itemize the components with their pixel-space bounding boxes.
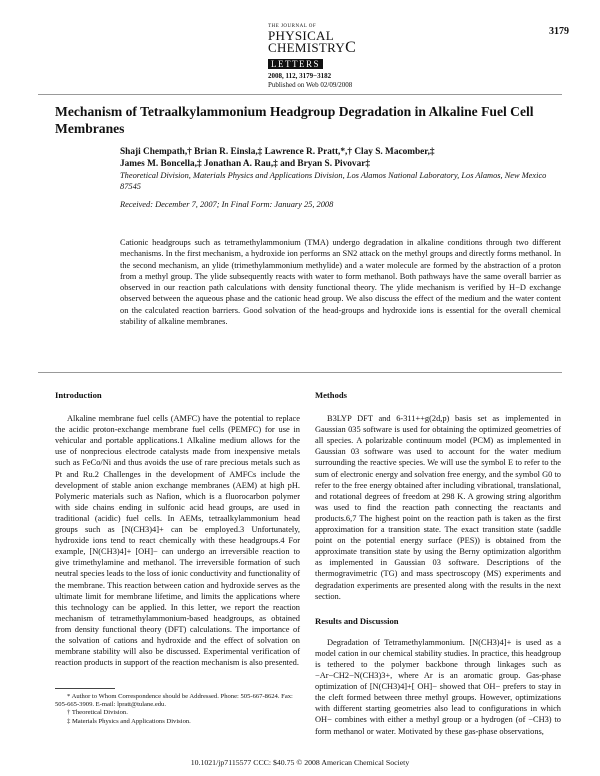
page-footer: 10.1021/jp7115577 CCC: $40.75 © 2008 American Chemical Society [190, 758, 410, 767]
logo-line1: THE JOURNAL OF [268, 24, 317, 29]
footnote-corresponding: * Author to Whom Correspondence should be Addressed. Phone: 505-667-8624. Fax: 505-665-3909. E-mail: lpratt@tulane.edu. [55, 693, 293, 709]
results-text: Degradation of Tetramethylammonium. [N(CH3)4]+ is used as a model cation in our chemical stability studies. In practice, this headgroup is tethered to the polymer backbone through linkages such as −Ar−CH2−N(CH3)3+, where Ar is an aromatic group. Gas-phase optimization of [N(CH3)4]+[ OH]− showed that OH− prefers to stay in the cleft formed between three methyl groups. However, optimizations with different starting geometries also lead to configurations in which OH− combines with either a methyl group or a hydrogen (of −CH3) to form methanol or water. Motivated by these gas-phase observations, [315, 637, 561, 736]
abstract: Cationic headgroups such as tetramethylammonium (TMA) undergo degradation in alkaline conditions through two different mechanisms. In the first mechanism, a hydroxide ion performs an SN2 attack on the methyl groups and directly forms methanol. In the second mechanism, an ylide (trimethylammonium methylide) and a water molecule are formed by the abstraction of a proton from a methyl group. The ylide subsequently reacts with water to form methanol. Both pathways have the same overall barrier as observed in our reaction path calculations with density functional theory. The ylide mechanism is verified by H−D exchange observed between the aqueous phase and the cationic head group. We also discuss the effect of the medium and the water content on the calculated reaction barriers. Good solvation of the head-groups and hydroxide ions is essential for the overall chemical stability of alkaline membranes. [120, 238, 561, 327]
journal-logo [268, 24, 358, 70]
footnote-rule [55, 688, 115, 689]
intro-heading: Introduction [55, 390, 102, 400]
intro-text: Alkaline membrane fuel cells (AMFC) have the potential to replace the acidic proton-exchange membrane fuel cells (PEMFC) for use in vehicular and portable applications.1 Alkaline medium allows for the use of nonprecious electrode catalysts made from inexpensive metals such as FeCo/Ni and thus avoids the use of rare precious metals such as Pt and Ru.2 Challenges in the development of AMFCs include the development of stable anion exchange membranes (AEM) at high pH. Polymeric materials such as Nafion, which is a fluorocarbon polymer with side chains ending in sulfonic acid head groups, are used in traditional (acidic) fuel cells. In AEMs, tetraalkylammonium head groups such as [N(CH3)4]+ can be employed.3 Unfortunately, hydroxide ions tend to react chemically with these headgroups.4 For example, [N(CH3)4]+ [OH]− can undergo an irreversible reaction to give trimethylamine and methanol. The irreversible formation of such neutral species leads to the loss of ionic conductivity and functionality of the membrane. This reaction between cation and hydroxide serves as the ultimate limit for membrane lifetime, and limits the applications where this technology can be applied. In this letter, we report the reaction mechanism of tetramethylammonium-based headgroups, as obtained from density functional theory (DFT) calculations. The importance of the solvation of cations and hydroxide and the effect of solvation on membrane stability will also be discussed. Experimental verification of reaction products in support of the reaction mechanism is also presented. [55, 414, 300, 668]
citation-block [268, 72, 352, 90]
received-dates: Received: December 7, 2007; In Final Form: January 25, 2008 [120, 200, 334, 209]
published-date: Published on Web 02/09/2008 [268, 81, 353, 89]
header-rule [38, 94, 562, 95]
footnotes [55, 693, 300, 726]
authors-line2: James M. Boncella,‡ Jonathan A. Rau,‡ and Bryan S. Pivovar‡ [120, 159, 371, 169]
article-title: Mechanism of Tetraalkylammonium Headgroup Degradation in Alkaline Fuel Cell Membranes [55, 104, 534, 136]
logo-line2: PHYSICAL [268, 28, 334, 43]
citation: 2008, 112, 3179−3182 [268, 72, 332, 80]
logo-line4: LETTERS [268, 59, 323, 69]
page-number: 3179 [549, 26, 569, 37]
logo-line3: CHEMISTRY [268, 40, 346, 55]
footnote-ddagger: ‡ Materials Physics and Applications Division. [67, 717, 191, 725]
logo-letter: C [345, 39, 357, 56]
results-heading: Results and Discussion [315, 615, 399, 626]
affiliation: Theoretical Division, Materials Physics and Applications Division, Los Alamos National Laboratory, Los Alamos, New Mexico 87545 [120, 171, 547, 191]
author-list [120, 146, 560, 170]
abstract-rule [38, 372, 562, 373]
methods-text: B3LYP DFT and 6-311++g(2d,p) basis set as implemented in Gaussian 035 software is used for obtaining the optimized geometries of all species. A polarizable continuum model (PCM) as implemented in Gaussian 03 software was used to account for the water medium surrounding the reactive species. We will use the symbol E to refer to the sum of electronic energy and solvation free energy, and the symbol G0 to refer to the free energy obtained after including vibrational, translational, and rotational degrees of freedom at 298 K. A growing string algorithm was used to find the reaction path connecting the reactants and products.6,7 The highest point on the reaction path is taken as the first approximation for a transition state. The exact transition state (saddle point on the potential energy surface (PES)) is obtained from the approximate transition state by using the Berny optimization algorithm as implemented in Gaussian 03 software. Descriptions of the thermogravimetric (TG) and mass spectroscopy (MS) experiments and degradation experiments are presented along with the results in the next section. [315, 414, 561, 601]
right-column [315, 390, 561, 737]
authors-line1: Shaji Chempath,† Brian R. Einsla,‡ Lawrence R. Pratt,*,† Clay S. Macomber,‡ [120, 147, 435, 157]
methods-heading: Methods [315, 390, 347, 400]
footnote-dagger: † Theoretical Division. [67, 709, 128, 717]
left-column [55, 390, 300, 668]
